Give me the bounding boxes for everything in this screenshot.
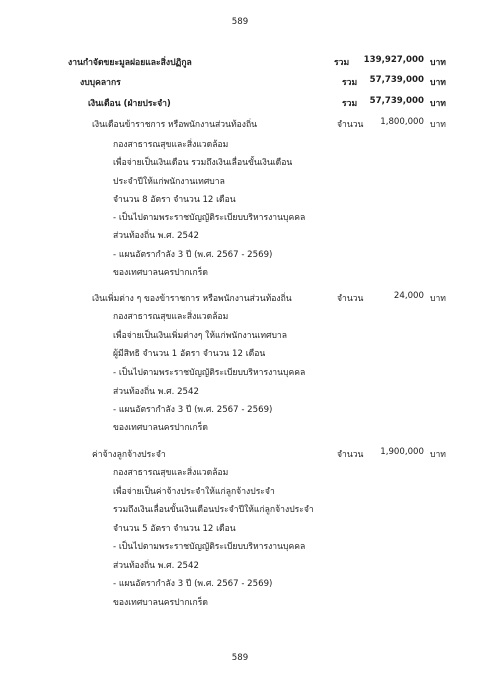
item-detail-line: - เป็นไปตามพระราชบัญญัติระเบียบบริหารงานบุคคล (113, 213, 306, 223)
item-title: เงินเพิ่มต่าง ๆ ของข้าราชการ หรือพนักงานส่วนท้องถิ่น (92, 294, 292, 304)
item-detail-line: รวมถึงเงินเลื่อนขั้นเงินเดือนประจำปีให้แก่ลูกจ้างประจำ (113, 505, 314, 515)
item-detail-line: - เป็นไปตามพระราชบัญญัติระเบียบบริหารงานบุคคล (113, 542, 306, 552)
salary-total-amount: 57,739,000 (369, 96, 424, 106)
item-amount-label: จำนวน (337, 120, 364, 130)
item-detail-line: ของเทศบาลนครปากเกร็ด (113, 268, 208, 278)
item-detail-line: ผู้มีสิทธิ จำนวน 1 อัตรา จำนวน 12 เดือน (113, 349, 266, 359)
item-detail-line: ส่วนท้องถิ่น พ.ศ. 2542 (113, 387, 199, 397)
item-detail-line: จำนวน 5 อัตรา จำนวน 12 เดือน (113, 524, 236, 534)
section-title-garbage: งานกำจัดขยะมูลฝอยและสิ่งปฏิกูล (68, 58, 192, 68)
item-unit: บาท (430, 450, 446, 460)
item-unit: บาท (430, 120, 446, 130)
item-amount: 24,000 (393, 291, 424, 301)
item-amount: 1,900,000 (380, 447, 424, 457)
item-detail-line: - เป็นไปตามพระราชบัญญัติระเบียบบริหารงานบุคคล (113, 368, 306, 378)
item-amount-label: จำนวน (337, 294, 364, 304)
item-detail-line: กองสาธารณสุขและสิ่งแวดล้อม (113, 312, 229, 322)
item-detail-line: - แผนอัตรากำลัง 3 ปี (พ.ศ. 2567 - 2569) (113, 579, 273, 589)
salary-total-unit: บาท (430, 99, 446, 109)
personnel-total-unit: บาท (430, 78, 446, 88)
section-total-label: รวม (334, 58, 350, 68)
page-number-bottom: 589 (231, 653, 249, 663)
salary-total-label: รวม (342, 99, 358, 109)
item-detail-line: - แผนอัตรากำลัง 3 ปี (พ.ศ. 2567 - 2569) (113, 405, 273, 415)
page-number-top: 589 (231, 17, 249, 27)
section-title-personnel: งบบุคลากร (80, 78, 121, 88)
item-detail-line: - แผนอัตรากำลัง 3 ปี (พ.ศ. 2567 - 2569) (113, 250, 273, 260)
item-detail-line: กองสาธารณสุขและสิ่งแวดล้อม (113, 140, 229, 150)
item-detail-line: เพื่อจ่ายเป็นเงินเพิ่มต่างๆ ให้แก่พนักงานเทศบาล (113, 331, 287, 341)
item-detail-line: เพื่อจ่ายเป็นค่าจ้างประจำให้แก่ลูกจ้างประจำ (113, 487, 275, 497)
item-detail-line: ของเทศบาลนครปากเกร็ด (113, 598, 208, 608)
section-title-salary: เงินเดือน (ฝ่ายประจำ) (88, 99, 171, 109)
item-detail-line: ส่วนท้องถิ่น พ.ศ. 2542 (113, 561, 199, 571)
item-title: ค่าจ้างลูกจ้างประจำ (92, 450, 166, 460)
item-title: เงินเดือนข้าราชการ หรือพนักงานส่วนท้องถิ่น (92, 120, 258, 130)
item-amount-label: จำนวน (337, 450, 364, 460)
item-detail-line: ส่วนท้องถิ่น พ.ศ. 2542 (113, 231, 199, 241)
personnel-total-label: รวม (342, 78, 358, 88)
item-detail-line: ประจำปีให้แก่พนักงานเทศบาล (113, 177, 225, 187)
section-total-amount: 139,927,000 (363, 55, 424, 65)
item-detail-line: ของเทศบาลนครปากเกร็ด (113, 423, 208, 433)
personnel-total-amount: 57,739,000 (369, 75, 424, 85)
item-unit: บาท (430, 294, 446, 304)
item-amount: 1,800,000 (380, 117, 424, 127)
item-detail-line: จำนวน 8 อัตรา จำนวน 12 เดือน (113, 195, 236, 205)
item-detail-line: เพื่อจ่ายเป็นเงินเดือน รวมถึงเงินเลื่อนขั้นเงินเดือน (113, 158, 293, 168)
item-detail-line: กองสาธารณสุขและสิ่งแวดล้อม (113, 468, 229, 478)
section-total-unit: บาท (430, 58, 446, 68)
